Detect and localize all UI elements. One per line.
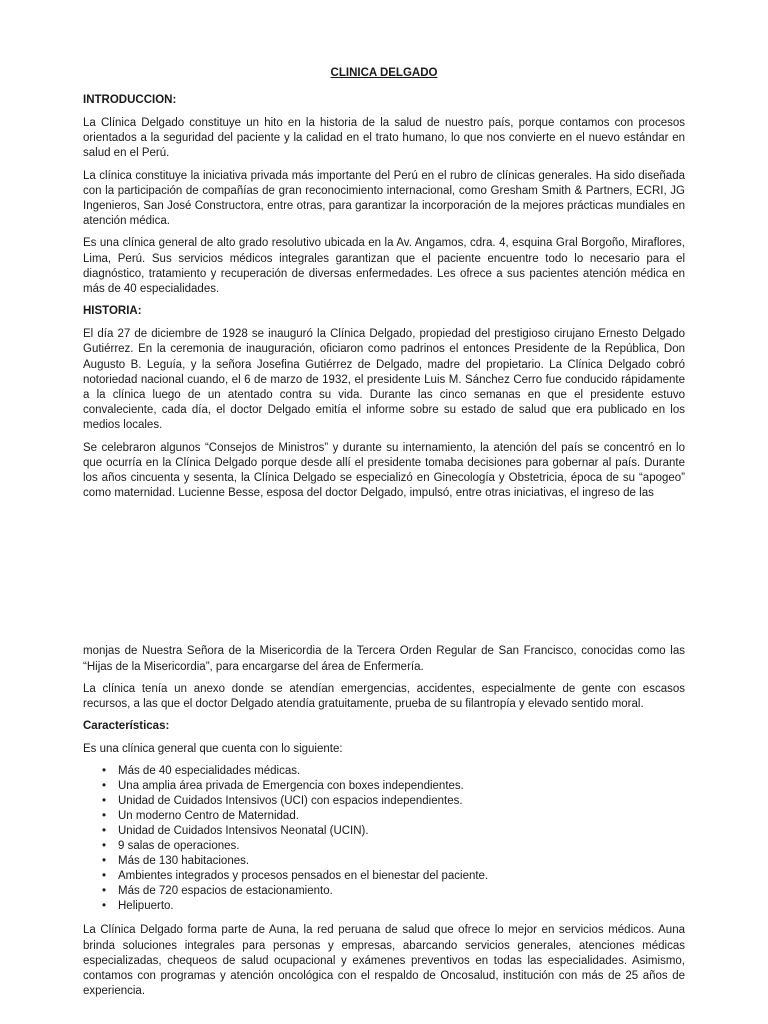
list-item-text: Helipuerto. (118, 900, 174, 913)
caracteristicas-closing-paragraph: La Clínica Delgado forma parte de Auna, la red peruana de salud que ofrece lo mejor en servicios médicos. Auna brinda soluciones integrales para personas y empresas, abarcando servicios generales, atenciones médicas especializadas, chequeos de salud ocupacional y exámenes preventivos en todas las especialidades. Asimismo, contamos con programas y atención oncológica con el respaldo de Oncosalud, institución con más de 25 años de experiencia. (83, 924, 685, 998)
historia-paragraph: monjas de Nuestra Señora de la Misericordia de la Tercera Orden Regular de San Francisco, conocidas como las “Hijas de la Misericordia”, para encargarse del área de Enfermería. (83, 645, 685, 673)
section-heading-introduccion: INTRODUCCION: (83, 94, 177, 106)
bullet-icon: • (102, 795, 107, 808)
intro-paragraph: La Clínica Delgado constituye un hito en la historia de la salud de nuestro país, porque contamos con procesos orientados a la seguridad del paciente y la calidad en el trato humano, lo que nos convierte en el nuevo estándar en salud en el Perú. (83, 117, 685, 160)
intro-paragraph: La clínica constituye la iniciativa privada más importante del Perú en el rubro de clínicas generales. Ha sido diseñada con la participación de compañías de gran reconocimiento internacional, como Gresham Smith & Partners, ECRI, JG Ingenieros, San José Constructora, entre otras, para garantizar la incorporación de la mejores prácticas mundiales en atención médica. (83, 169, 685, 228)
caracteristicas-intro: Es una clínica general que cuenta con lo siguiente: (83, 743, 343, 756)
bullet-icon: • (102, 780, 107, 793)
historia-paragraph: El día 27 de diciembre de 1928 se inauguró la Clínica Delgado, propiedad del prestigioso cirujano Ernesto Delgado Gutiérrez. En la ceremonia de inauguración, oficiaron como padrinos el entonces Presidente de la República, Don Augusto B. Leguía, y la señora Josefina Gutiérrez de Delgado, madre del propietario. La Clínica Delgado cobró notoriedad nacional cuando, el 6 de marzo de 1932, el presidente Luis M. Sánchez Cerro fue conducido rápidamente a la clínica luego de un atentado contra su vida. Durante las cinco semanas en que el presidente estuvo convaleciente, cada día, el doctor Delgado emitía el informe sobre su estado de salud que era publicado en los medios locales. (83, 328, 685, 432)
historia-paragraph: Se celebraron algunos “Consejos de Ministros” y durante su internamiento, la atención del país se concentró en lo que ocurría en la Clínica Delgado porque desde allí el presidente tomaba decisiones para gobernar al país. Durante los años cincuenta y sesenta, la Clínica Delgado se especializó en Ginecología y Obstetricia, época de su “apogeo” como maternidad. Lucienne Besse, esposa del doctor Delgado, impulsó, entre otras iniciativas, el ingreso de las (83, 441, 685, 500)
list-item-text: Una amplia área privada de Emergencia con boxes independientes. (118, 780, 464, 793)
section-heading-caracteristicas: Características: (83, 720, 170, 733)
list-item-text: Más de 130 habitaciones. (118, 855, 250, 868)
bullet-icon: • (102, 900, 107, 913)
list-item-text: 9 salas de operaciones. (118, 840, 240, 853)
list-item (83, 869, 685, 884)
list-item-text: Ambientes integrados y procesos pensados en el bienestar del paciente. (118, 870, 489, 883)
feature-list (83, 764, 685, 914)
list-item (83, 794, 685, 809)
bullet-icon: • (102, 810, 107, 823)
section-heading-historia: HISTORIA: (83, 305, 142, 318)
list-item (83, 779, 685, 794)
list-item (83, 824, 685, 839)
historia-paragraph: La clínica tenía un anexo donde se atendían emergencias, accidentes, especialmente de gente con escasos recursos, a las que el doctor Delgado atendía gratuitamente, prueba de su filantropía y elevado sentido moral. (83, 682, 685, 711)
list-item (83, 839, 685, 854)
list-item-text: Más de 720 espacios de estacionamiento. (118, 885, 333, 898)
page-break-gap (83, 508, 685, 644)
list-item (83, 884, 685, 899)
list-item-text: Unidad de Cuidados Intensivos Neonatal (UCIN). (118, 825, 369, 838)
list-item (83, 809, 685, 824)
bullet-icon: • (102, 855, 107, 868)
list-item-text: Más de 40 especialidades médicas. (118, 765, 301, 778)
bullet-icon: • (102, 840, 107, 853)
bullet-icon: • (102, 885, 107, 898)
list-item-text: Unidad de Cuidados Intensivos (UCI) con espacios independientes. (118, 795, 463, 808)
bullet-icon: • (102, 825, 107, 838)
list-item (83, 764, 685, 779)
intro-paragraph: Es una clínica general de alto grado resolutivo ubicada en la Av. Angamos, cdra. 4, esquina Gral Borgoño, Miraflores, Lima, Perú. Sus servicios médicos integrales garantizan que el paciente encuentre todo lo necesario para el diagnóstico, tratamiento y recuperación de diversas enfermedades. Les ofrece a sus pacientes atención médica en más de 40 especialidades. (83, 237, 685, 296)
bullet-icon: • (102, 870, 107, 883)
document-page (83, 66, 685, 1007)
list-item (83, 899, 685, 914)
bullet-icon: • (102, 765, 107, 778)
list-item-text: Un moderno Centro de Maternidad. (118, 810, 299, 823)
document-title: CLINICA DELGADO (330, 67, 438, 79)
list-item (83, 854, 685, 869)
